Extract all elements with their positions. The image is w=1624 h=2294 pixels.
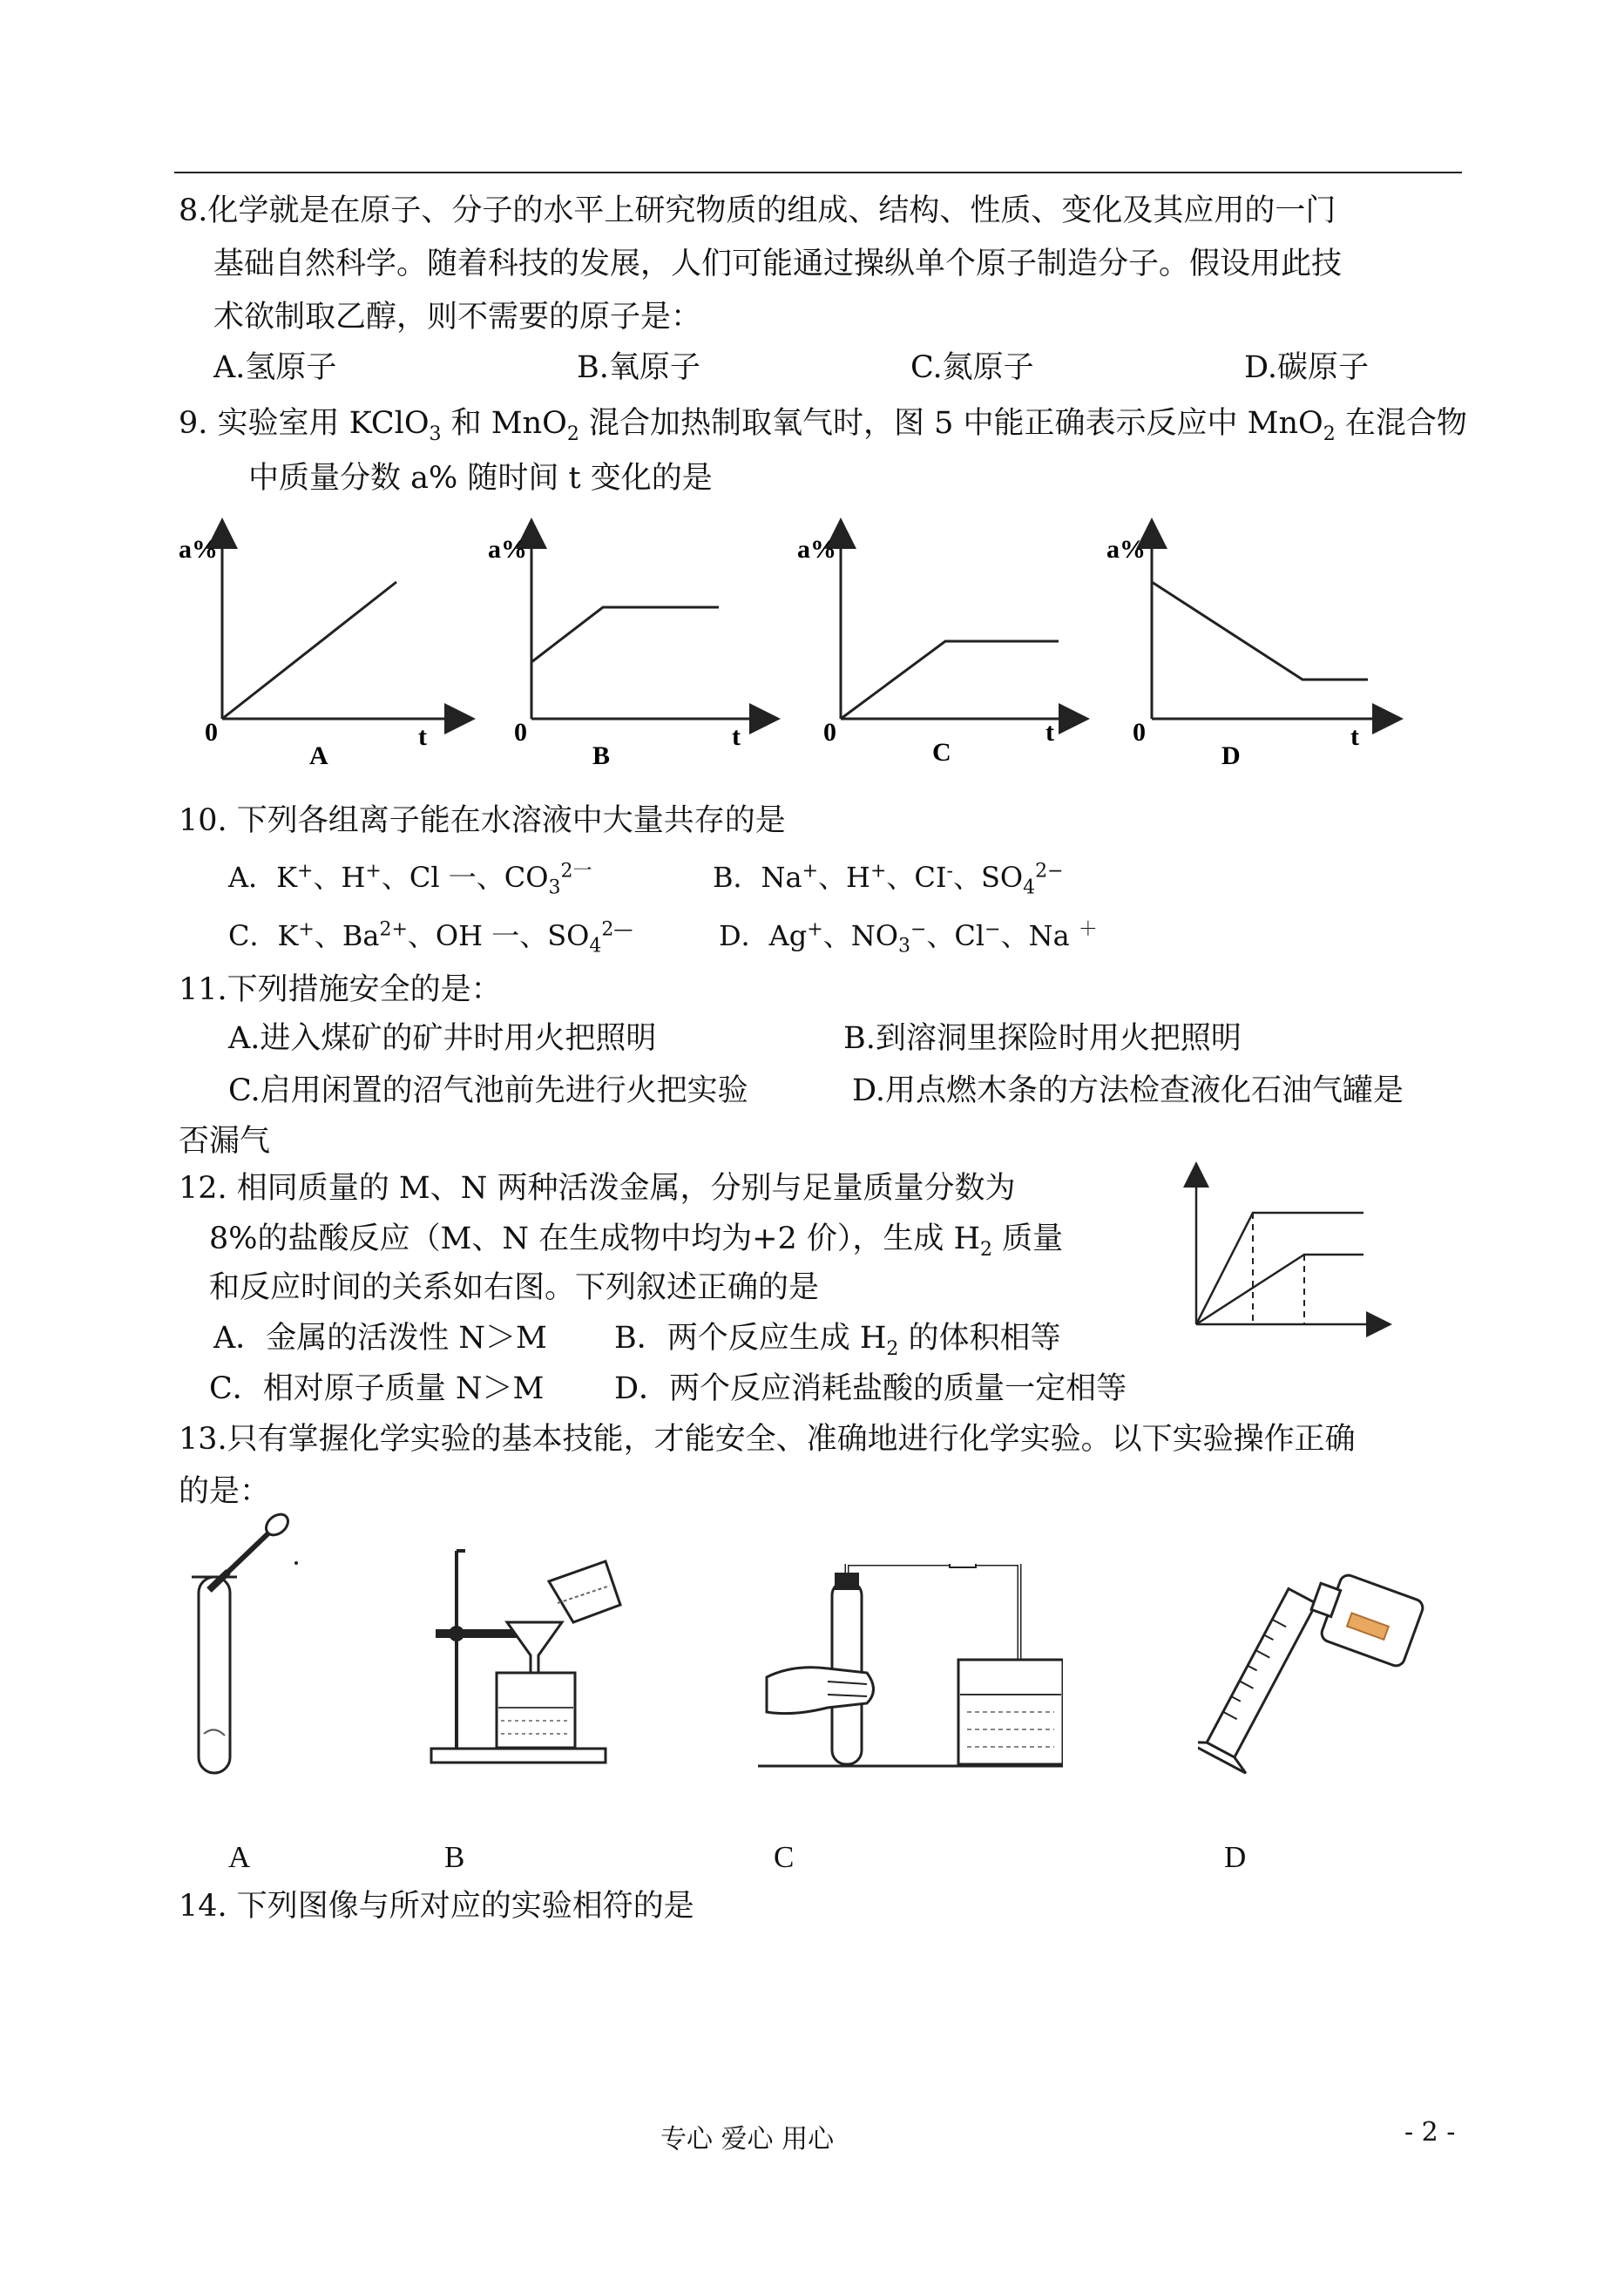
q8-option-c: C.氮原子 [910,350,1034,385]
x-label: t [418,722,427,751]
illustration-c-gas-check [758,1564,1063,1777]
x-label: t [1045,718,1054,747]
q9-line1 [179,404,1467,443]
q9-text: 和 MnO [441,406,567,441]
curve [222,582,396,719]
q10-option-d [719,917,1098,958]
subscript: 4 [1023,876,1036,899]
text: A．K [228,861,298,894]
illustration-label-c: C [774,1840,795,1874]
text: 、OH 一、SO [407,919,590,952]
superscript: + [297,860,314,883]
subscript: 3 [897,935,910,958]
page-number: - 2 - [1404,2117,1456,2148]
graph-label: C [932,738,951,767]
subscript: 3 [429,423,442,445]
footer-motto: 专心 爱心 用心 [660,2124,835,2155]
q12-graph [1181,1159,1398,1342]
subscript: 4 [589,935,602,958]
q10-option-a [228,858,592,897]
q12-line1: 12. 相同质量的 M、N 两种活泼金属，分别与足量质量分数为 [179,1171,1016,1206]
q9-line2: 中质量分数 a% 随时间 t 变化的是 [248,461,713,496]
subscript: 2 [979,1239,992,1261]
text: 、Cl [926,919,985,952]
graph-c [797,523,1085,767]
text: 、NO [822,919,898,952]
superscript: 2+ [379,918,408,941]
illustration-label-b: B [444,1840,465,1874]
superscript: + [365,860,382,883]
curve [531,607,719,662]
origin-label: 0 [514,718,527,747]
graph-b [488,523,775,770]
illustration-label-a: A [228,1840,251,1874]
superscript: ＋ [1078,918,1098,941]
text: 质量 [991,1221,1064,1256]
q11-option-b: B.到溶洞里探险时用火把照明 [843,1021,1242,1056]
text: 、SO [952,861,1024,894]
y-label: a% [488,535,527,564]
q12-line3: 和反应时间的关系如右图。下列叙述正确的是 [209,1270,820,1305]
q10-option-c [228,917,633,958]
q9-text: 9. 实验室用 KClO [179,406,430,441]
text: 8%的盐酸反应（M、N 在生成物中均为+2 价），生成 H [209,1221,980,1256]
header-rule [174,172,1462,173]
x-label: t [1350,722,1359,751]
subscript: 3 [548,876,561,899]
q11-option-a: A.进入煤矿的矿井时用火把照明 [228,1021,657,1056]
superscript: 2一 [560,860,592,883]
q8-option-a: A.氢原子 [213,350,337,385]
text: 、H [313,861,366,894]
q8-option-b: B.氧原子 [577,350,700,385]
q14-stem: 14. 下列图像与所对应的实验相符的是 [179,1889,694,1924]
q11-option-d-cont: 否漏气 [179,1124,271,1159]
text: B．两个反应生成 H [614,1321,887,1356]
y-label: a% [1106,535,1146,564]
superscript: 2− [1035,860,1064,883]
graph-d [1106,523,1398,770]
q8-option-d: D.碳原子 [1244,350,1369,385]
graph-label: D [1221,741,1241,770]
graph-a [179,523,470,770]
superscript: + [870,860,887,883]
superscript: − [985,918,1001,941]
origin-label: 0 [823,718,836,747]
graph-label: A [309,741,328,770]
q8-line3: 术欲制取乙醇，则不需要的原子是： [213,300,702,335]
superscript: + [802,860,819,883]
q11-stem: 11.下列措施安全的是： [179,972,502,1007]
curve [1152,582,1368,680]
q9-graphs [166,514,1429,784]
y-label: a% [179,535,218,564]
superscript: + [298,918,315,941]
text: 、Cl 一、CO [381,861,549,894]
q10-stem: 10. 下列各组离子能在水溶液中大量共存的是 [179,803,786,838]
subscript: 2 [886,1338,899,1360]
text: 、Ba [314,919,380,952]
text: B．Na [713,861,802,894]
superscript: + [807,918,823,941]
q11-option-d: D.用点燃木条的方法检查液化石油气罐是 [852,1073,1404,1108]
curve-lower [1196,1255,1363,1324]
q10-option-b [713,858,1064,897]
illustration-b-filtration [427,1542,627,1777]
origin-label: 0 [1133,718,1146,747]
text: 、Na [1000,919,1079,952]
q12-option-d: D．两个反应消耗盐酸的质量一定相等 [614,1371,1127,1406]
q12-line2 [209,1220,1064,1261]
q13-line2: 的是： [179,1474,271,1509]
graph-label: B [592,741,611,770]
x-label: t [732,722,741,751]
q9-text: 混合加热制取氧气时，图 5 中能正确表示反应中 MnO [579,406,1323,441]
origin-label: 0 [205,718,218,747]
text: D．Ag [719,919,808,952]
y-label: a% [797,535,836,564]
text: 、CI [886,861,947,894]
q12-option-a: A．金属的活泼性 N＞M [213,1321,547,1356]
text: 、H [818,861,870,894]
subscript: 2 [566,423,579,445]
q8-line1: 8.化学就是在原子、分子的水平上研究物质的组成、结构、性质、变化及其应用的一门 [179,193,1336,228]
q8-line2: 基础自然科学。随着科技的发展，人们可能通过操纵单个原子制造分子。假设用此技 [213,247,1343,281]
q9-text: 在混合物 [1335,406,1467,441]
text: 的体积相等 [898,1321,1061,1356]
illustration-a-dropper [174,1507,314,1786]
subscript: 2 [1323,423,1336,445]
superscript: 2— [601,918,633,941]
illustration-d-pouring [1198,1568,1451,1795]
superscript: − [910,918,927,941]
q13-line1: 13.只有掌握化学实验的基本技能，才能安全、准确地进行化学实验。以下实验操作正确 [179,1422,1356,1457]
illustration-label-d: D [1224,1840,1247,1874]
q12-option-b [614,1319,1061,1360]
superscript: - [946,860,953,883]
text: C．K [228,919,299,952]
curve [841,641,1059,719]
q11-option-c: C.启用闲置的沼气池前先进行火把实验 [228,1073,748,1108]
q12-option-c: C．相对原子质量 N＞M [209,1371,545,1406]
